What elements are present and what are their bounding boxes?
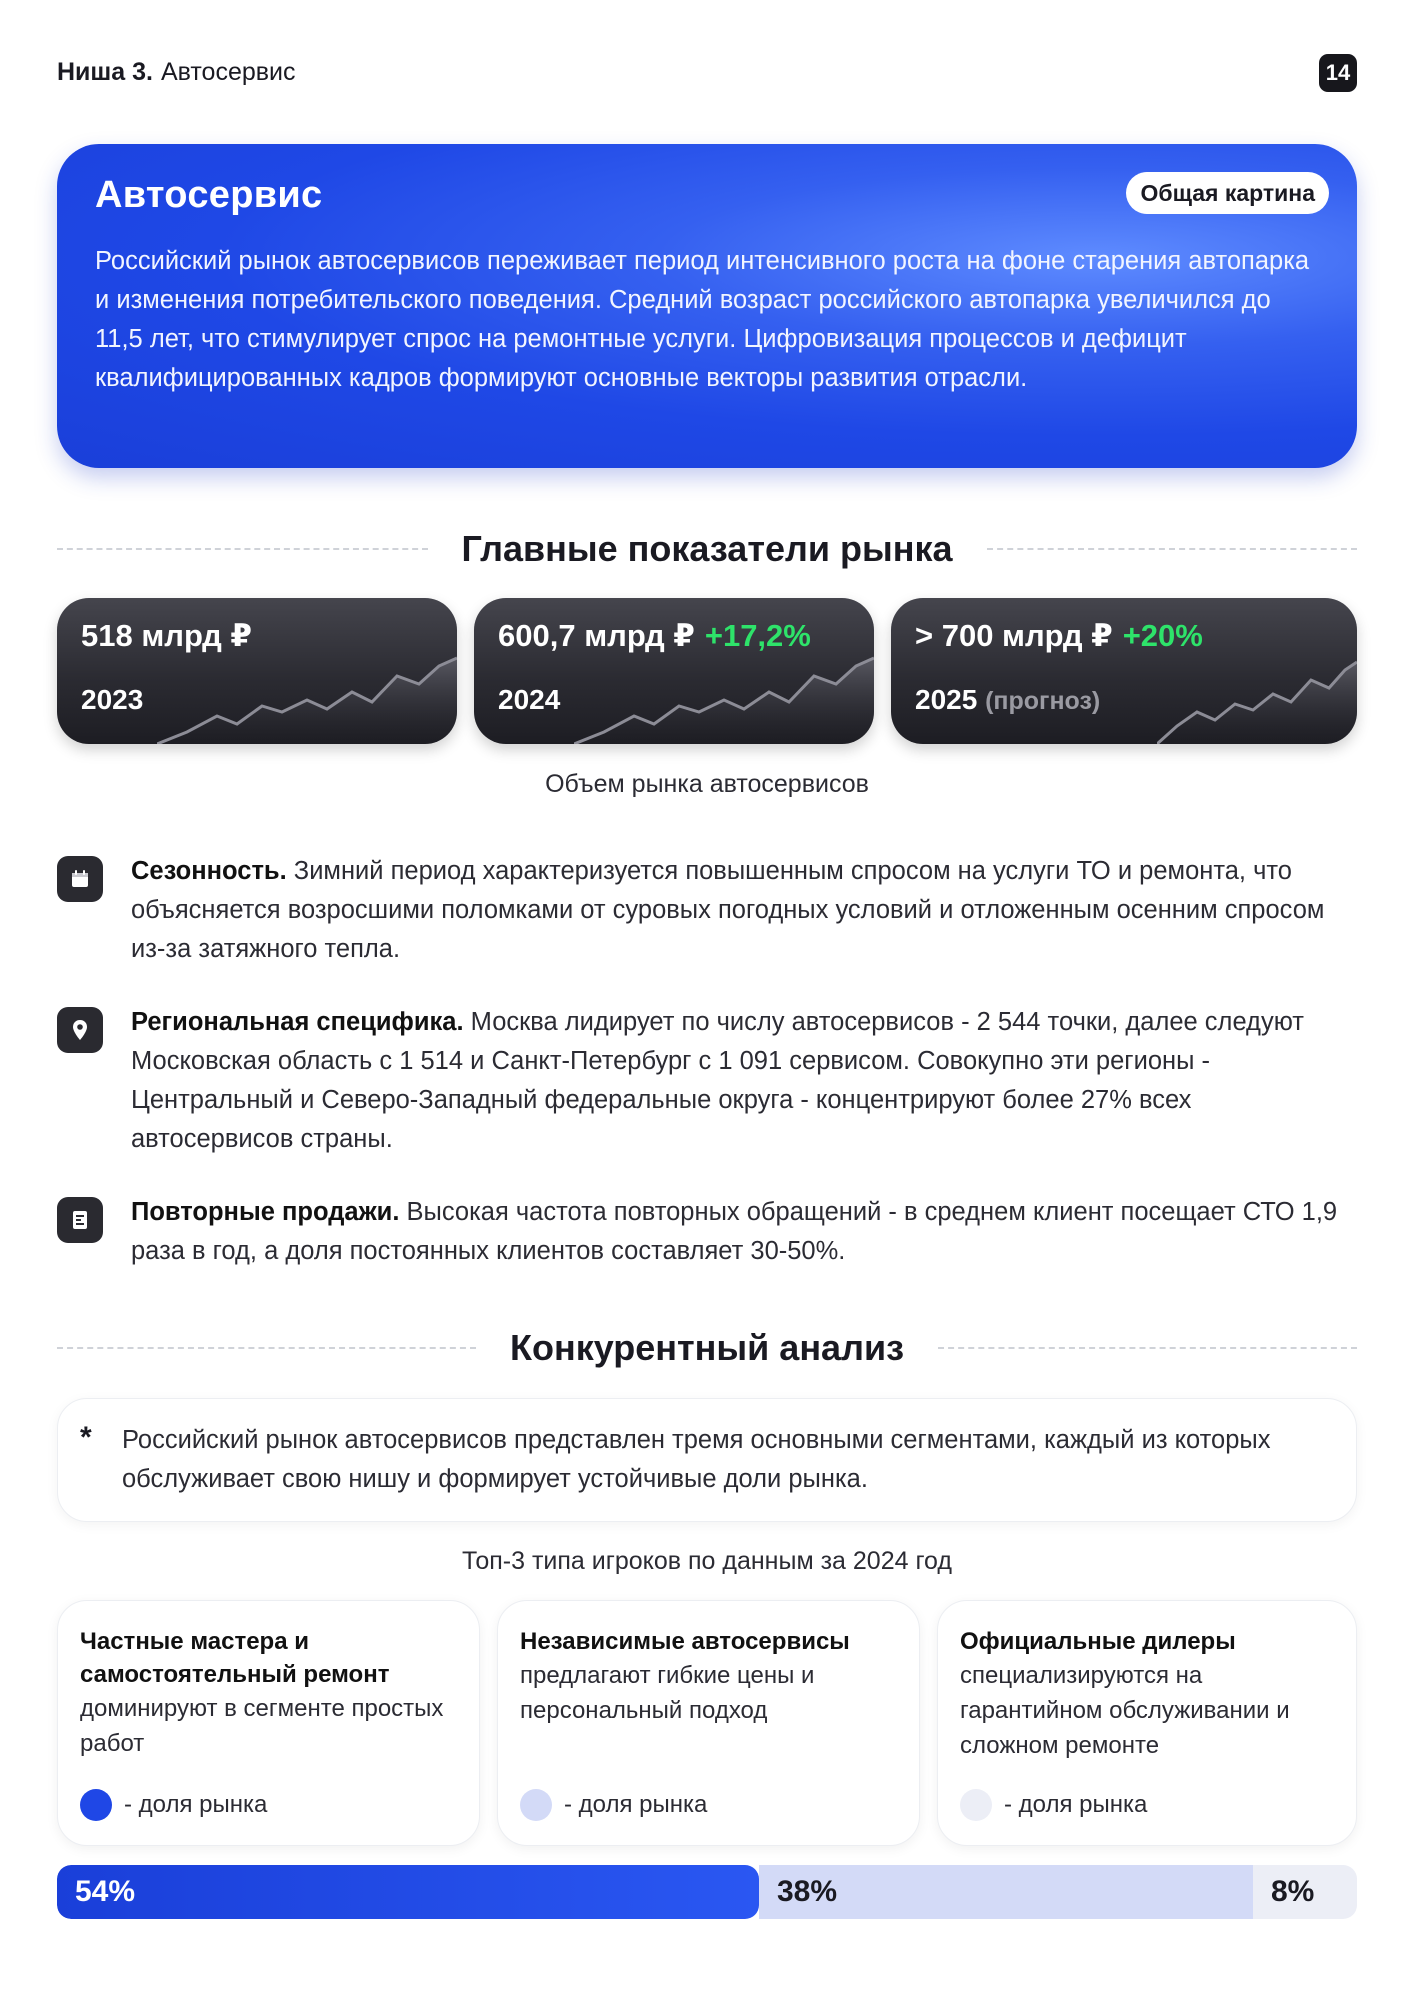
divider xyxy=(57,1347,476,1349)
fact-repeat-sales xyxy=(57,1193,1357,1273)
share-legend xyxy=(520,1789,707,1821)
niche-label: Ниша 3. xyxy=(57,58,153,86)
fact-title: Региональная специфика. xyxy=(131,1008,464,1036)
kpi-year: 2025 (прогноз) xyxy=(915,684,1101,715)
hero-title: Автосервис xyxy=(95,174,323,216)
kpi-value: 600,7 млрд ₽ +17,2% xyxy=(498,618,811,653)
competition-section-heading xyxy=(57,1326,1357,1370)
kpi-forecast-note: (прогноз) xyxy=(985,687,1101,715)
share-value: 38% xyxy=(777,1875,838,1908)
kpi-card-2025 xyxy=(891,598,1357,744)
hero-badge: Общая картина xyxy=(1126,172,1329,214)
share-value: 8% xyxy=(1271,1875,1315,1908)
player-card-dealers xyxy=(937,1600,1357,1846)
player-desc: предлагают гибкие цены и персональный подход xyxy=(520,1662,815,1724)
share-segment xyxy=(1253,1865,1357,1919)
calendar-icon xyxy=(57,856,103,902)
player-card-private xyxy=(57,1600,480,1846)
breadcrumb xyxy=(57,58,296,87)
market-share-bar xyxy=(57,1865,1357,1919)
fact-text: Зимний период характеризуется повышенным спросом на услуги ТО и ремонта, что объясняется возросшими поломками от суровых погодных условий и отложенным осенним спросом из-за затяжного тепла. xyxy=(131,857,1325,963)
sparkline-icon xyxy=(157,654,457,744)
kpi-value: 518 млрд ₽ xyxy=(81,618,252,653)
share-label: - доля рынка xyxy=(124,1791,268,1818)
divider xyxy=(987,548,1358,550)
hero-text: Российский рынок автосервисов переживает период интенсивного роста на фоне старения автопарка и изменения потребительского поведения. Средний возраст российского автопарка увеличился до 11,5 лет, что стимулирует спрос на ремонтные услуги. Цифровизация процессов и дефицит квалифицированных кадров формируют основные векторы развития отрасли. xyxy=(95,247,1310,392)
kpi-year: 2024 xyxy=(498,684,561,715)
divider xyxy=(938,1347,1357,1349)
player-title: Официальные дилеры xyxy=(960,1628,1236,1655)
share-value: 54% xyxy=(75,1875,136,1908)
fact-title: Повторные продажи. xyxy=(131,1198,400,1226)
kpi-row xyxy=(57,598,1357,744)
kpi-value: > 700 млрд ₽ +20% xyxy=(915,618,1203,653)
fact-text: Москва лидирует по числу автосервисов - 2 544 точки, далее следуют Московская область с 1 514 и Санкт-Петербург с 1 091 сервисом. Совокупно эти регионы - Центральный и Северо-Западный федеральные округа - концентрируют более 27% всех автосервисов страны. xyxy=(131,1008,1304,1153)
kpi-caption: Объем рынка автосервисов xyxy=(545,770,869,798)
competition-note xyxy=(57,1398,1357,1522)
player-desc: доминируют в сегменте простых работ xyxy=(80,1695,444,1757)
note-text: Российский рынок автосервисов представлен тремя основными сегментами, каждый из которых обслуживает свою нишу и формирует устойчивые доли рынка. xyxy=(122,1426,1271,1493)
asterisk-icon: * xyxy=(80,1421,92,1454)
kpi-card-2024 xyxy=(474,598,874,744)
niche-name: Автосервис xyxy=(160,58,296,86)
fact-regional xyxy=(57,1003,1357,1163)
sparkline-icon xyxy=(1157,654,1357,744)
divider xyxy=(57,548,428,550)
market-heading: Главные показатели рынка xyxy=(461,528,953,569)
fact-text: Высокая частота повторных обращений - в среднем клиент посещает СТО 1,9 раза в год, а доля постоянных клиентов составляет 30-50%. xyxy=(131,1198,1338,1265)
player-desc: специализируются на гарантийном обслуживании и сложном ремонте xyxy=(960,1662,1290,1759)
page-number: 14 xyxy=(1319,54,1357,92)
player-title: Частные мастера и самостоятельный ремонт xyxy=(80,1628,390,1688)
share-label: - доля рынка xyxy=(1004,1791,1148,1818)
location-pin-icon xyxy=(57,1007,103,1053)
share-legend xyxy=(80,1789,267,1821)
legend-dot xyxy=(520,1789,552,1821)
hero-card xyxy=(57,144,1357,468)
player-card-independent xyxy=(497,1600,920,1846)
fact-title: Сезонность. xyxy=(131,857,287,885)
fact-seasonality xyxy=(57,852,1357,972)
market-section-heading xyxy=(57,527,1357,571)
kpi-year: 2023 xyxy=(81,684,144,715)
receipt-icon xyxy=(57,1197,103,1243)
page-header xyxy=(57,54,1357,94)
share-legend xyxy=(960,1789,1147,1821)
legend-dot xyxy=(80,1789,112,1821)
competition-heading: Конкурентный анализ xyxy=(510,1327,904,1368)
share-segment xyxy=(57,1865,759,1919)
player-title: Независимые автосервисы xyxy=(520,1628,850,1655)
kpi-card-2023 xyxy=(57,598,457,744)
share-label: - доля рынка xyxy=(564,1791,708,1818)
share-segment xyxy=(759,1865,1253,1919)
players-caption: Топ-3 типа игроков по данным за 2024 год xyxy=(462,1547,952,1575)
kpi-growth: +17,2% xyxy=(704,618,811,653)
kpi-growth: +20% xyxy=(1122,618,1203,653)
sparkline-icon xyxy=(574,654,874,744)
legend-dot xyxy=(960,1789,992,1821)
